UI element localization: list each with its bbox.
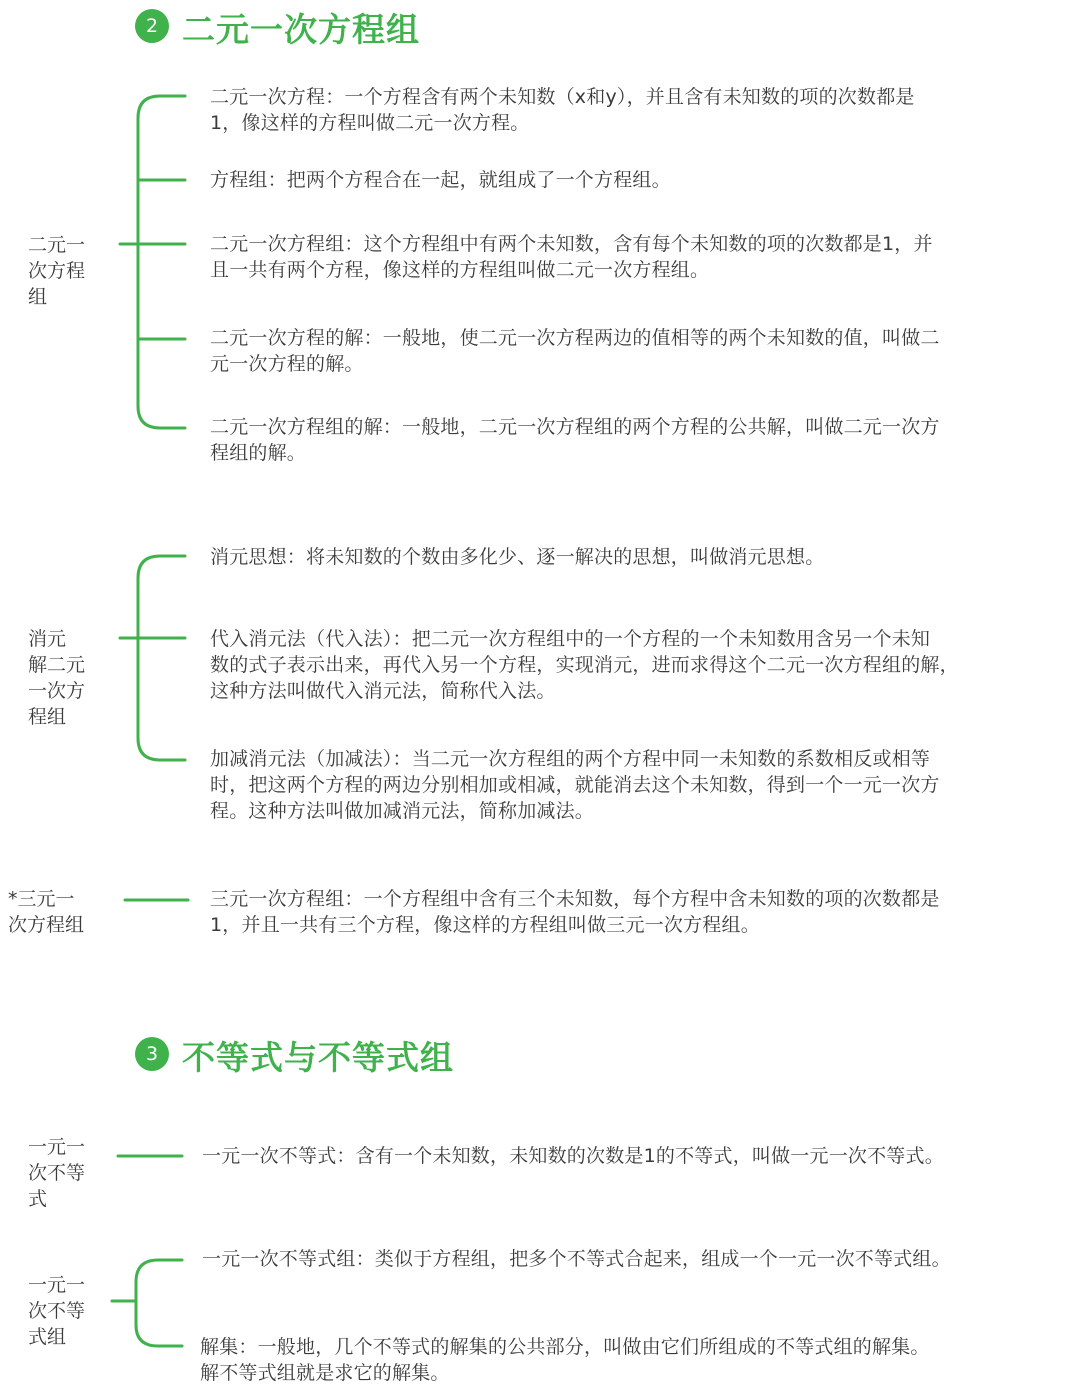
- definition-item: 加减消元法（加减法）：当二元一次方程组的两个方程中同一未知数的系数相反或相等 时，把这两个方程的两边分别相加或相减，就能消去这个未知数，得到一个一元一次方 程。这种方法叫做加减消元法，简称加减法。: [210, 748, 940, 822]
- group-label: [28, 232, 108, 310]
- definition-item: 代入消元法（代入法）：把二元一次方程组中的一个方程的一个未知数用含另一个未知 数的式子表示出来，再代入另一个方程，实现消元，进而求得这个二元一次方程组的解， 这种方法叫做代入消元法，简称代入法。: [210, 628, 959, 702]
- group-label-text: 一元一 次不等 式: [28, 1136, 86, 1210]
- definition-item: 一元一次不等式：含有一个未知数，未知数的次数是1的不等式，叫做一元一次不等式。: [202, 1145, 944, 1167]
- section-number: 3: [145, 1043, 159, 1065]
- section-number-badge: [135, 9, 169, 43]
- group-label-text: 二元一 次方程 组: [28, 234, 86, 308]
- group-label: [8, 886, 118, 938]
- group-label: [28, 626, 108, 730]
- section-number: 2: [145, 15, 159, 37]
- section-title: 不等式与不等式组: [182, 1038, 454, 1077]
- definition-item: 二元一次方程组：这个方程组中有两个未知数，含有每个未知数的项的次数都是1，并 且一共有两个方程，像这样的方程组叫做二元一次方程组。: [210, 233, 933, 281]
- definition-item: 一元一次不等式组：类似于方程组，把多个不等式合起来，组成一个一元一次不等式组。: [202, 1248, 951, 1270]
- bracket-group2: [138, 556, 185, 760]
- definition-item: 二元一次方程：一个方程含有两个未知数（x和y），并且含有未知数的项的次数都是 1，像这样的方程叫做二元一次方程。: [210, 86, 915, 134]
- group-label: [28, 1272, 108, 1350]
- definition-item: 解集：一般地，几个不等式的解集的公共部分，叫做由它们所组成的不等式组的解集。 解不等式组就是求它的解集。: [200, 1336, 930, 1384]
- section-number-badge: [135, 1037, 169, 1071]
- definition-item: 方程组：把两个方程合在一起，就组成了一个方程组。: [210, 169, 671, 191]
- group-label-text: *三元一 次方程组: [8, 888, 85, 936]
- bracket-group1: [138, 96, 185, 428]
- bracket-s3-group2: [136, 1260, 182, 1346]
- group-label: [28, 1134, 108, 1212]
- definition-item: 二元一次方程组的解：一般地，二元一次方程组的两个方程的公共解，叫做二元一次方 程组的解。: [210, 416, 940, 464]
- section-title: 二元一次方程组: [182, 10, 420, 49]
- group-label-text: 消元 解二元 一次方 程组: [28, 628, 86, 728]
- group-label-text: 一元一 次不等 式组: [28, 1274, 86, 1348]
- definition-item: 消元思想：将未知数的个数由多化少、逐一解决的思想，叫做消元思想。: [210, 546, 825, 568]
- definition-item: 三元一次方程组：一个方程组中含有三个未知数，每个方程中含未知数的项的次数都是 1，并且一共有三个方程，像这样的方程组叫做三元一次方程组。: [210, 888, 940, 936]
- definition-item: 二元一次方程的解：一般地，使二元一次方程两边的值相等的两个未知数的值，叫做二 元一次方程的解。: [210, 327, 940, 375]
